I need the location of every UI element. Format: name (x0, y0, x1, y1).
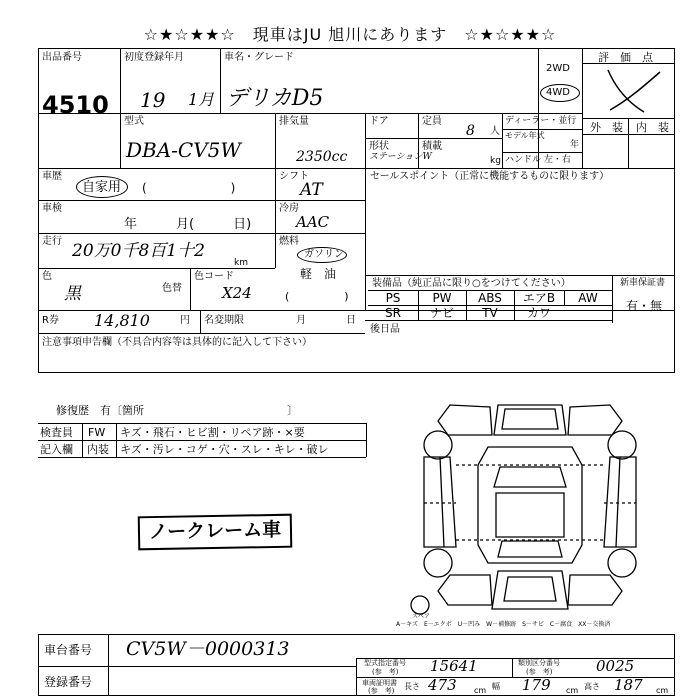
load-label: 積載 (422, 141, 442, 152)
divider (82, 423, 83, 457)
car-damage-diagram (410, 395, 650, 620)
displacement-label: 排気量 (279, 116, 309, 127)
equipment-label: 装備品（純正品に限り○をつけてください） (372, 278, 571, 289)
score-label: 評 価 点 (598, 51, 653, 64)
shape-label: 形状 (369, 141, 389, 152)
equipment-item: SR (385, 306, 401, 320)
divider (116, 423, 117, 457)
height-value: 187 (614, 676, 643, 694)
divider (275, 113, 276, 168)
load-kg: kg (490, 156, 501, 166)
drive-2wd-label: 2WD (546, 63, 570, 74)
capacity-label: 定員 (422, 116, 442, 127)
fw-items: キズ・飛石・ヒビ割・リペア跡・×要 (120, 426, 305, 439)
page-banner: ☆★☆★★☆ 現車はJU 旭川にあります ☆★☆★★☆ (143, 25, 557, 44)
dealer-label: ディーラー・並行 (505, 116, 577, 126)
divider (190, 268, 191, 310)
equipment-item: カワ (526, 306, 551, 320)
recycle-yen: 円 (180, 315, 190, 326)
divider (582, 134, 675, 135)
chassis-value: CV5W－0000313 (126, 638, 290, 660)
entry-label: 記入欄 (40, 443, 73, 456)
divider (38, 113, 538, 114)
type-desig-label: 型式指定番号 (364, 659, 406, 667)
fuel-label: 燃料 (279, 236, 299, 247)
fuel-value: ガソリン (304, 249, 344, 260)
shape-value: ステーションW (369, 152, 432, 162)
chassis-label: 車台番号 (44, 643, 93, 657)
divider (502, 113, 503, 168)
interior-label: 内 装 (636, 121, 669, 134)
notes-label: 注意事項申告欄（不具合内容等は具体的に記入して下さい） (42, 337, 312, 348)
divider (38, 440, 366, 441)
first-reg-month: 1月 (188, 90, 215, 109)
divider (365, 168, 366, 310)
exterior-label: 外 装 (590, 121, 623, 134)
divider (502, 129, 582, 130)
color-value: 黒 (64, 284, 81, 304)
shift-value: AT (300, 180, 323, 200)
fw-label: FW (88, 426, 106, 439)
divider (365, 113, 366, 168)
warranty-option: 有・無 (626, 299, 663, 313)
interior-items: キズ・汚レ・コゲ・穴・スレ・キレ・破レ (120, 443, 329, 456)
reg-size-label: 車両証明書 (362, 679, 397, 687)
equipment-item: エアB (522, 291, 556, 305)
aircon-value: AAC (296, 213, 330, 231)
no-claim-stamp (138, 514, 293, 551)
interior-category-label: 内装 (87, 443, 109, 456)
warranty-label: 新車保証書 (620, 278, 666, 288)
type-desig-value: 15641 (430, 657, 478, 675)
divider (38, 268, 275, 269)
door-label: ドア (369, 116, 389, 127)
divider (366, 423, 367, 457)
history-paren: ( ) (142, 181, 236, 195)
inspection-label: 車検 (42, 203, 62, 214)
recycle-value: 14,810 (94, 311, 150, 330)
divider (365, 138, 502, 139)
equipment-item: ナビ (429, 306, 454, 320)
divider (220, 48, 221, 113)
height-label: 高さ (584, 682, 600, 691)
equipment-item: PS (385, 291, 401, 305)
name-change-day: 日 (346, 315, 356, 326)
color-code-value: X24 (222, 284, 252, 302)
color-label: 色 (42, 271, 52, 282)
name-change-label: 名変期限 (204, 315, 244, 326)
mileage-km: km (234, 258, 248, 268)
handle-label: ハンドル 左・右 (505, 155, 571, 165)
drive-4wd-label: 4WD (546, 87, 570, 98)
equipment-table (368, 290, 612, 320)
divider (38, 233, 365, 234)
repair-history: 修復歴 有〔箇所 〕 (56, 404, 298, 417)
no-claim-stamp-text: ノークレーム車 (148, 518, 282, 544)
fuel-diesel-option: 軽 油 (300, 267, 337, 281)
width-label: 幅 (492, 682, 500, 691)
spare-label: スペア (412, 613, 431, 620)
first-reg-year: 19 (140, 88, 166, 112)
length-value: 473 (428, 676, 457, 694)
sales-point-label: セールスポイント（正常に機能するものに限ります） (370, 171, 610, 182)
score-struck-mark (586, 66, 672, 116)
divider (38, 200, 365, 201)
capacity-value: 8 (466, 123, 475, 139)
type-desig-ref: (参 考) (372, 668, 399, 676)
divider (108, 634, 109, 696)
divider (365, 320, 612, 321)
length-label: 長さ (404, 682, 420, 691)
history-label: 車歴 (42, 171, 62, 182)
model-code-value: DBA-CV5W (126, 138, 241, 162)
divider (275, 168, 276, 268)
divider (582, 48, 583, 168)
displacement-value: 2350cc (296, 149, 348, 165)
reg-no-label: 登録番号 (44, 675, 93, 689)
length-cm: cm (474, 686, 487, 695)
aircon-label: 冷房 (279, 203, 299, 214)
inspection-date: 年 月( 日) (124, 217, 252, 232)
width-cm: cm (566, 686, 579, 695)
divider (512, 658, 513, 677)
divider (538, 113, 582, 114)
capacity-unit: 人 (490, 126, 500, 137)
fuel-paren: ( ) (285, 290, 349, 303)
equipment-item: ABS (478, 291, 502, 305)
damage-legend: A－キズ E－エクボ U－凹み W－補修跡 S－サビ C－腐食 XX－交換済 (396, 621, 611, 628)
shift-label: シフト (279, 171, 309, 182)
mileage-label: 走行 (42, 236, 62, 247)
type-class-label: 類別区分番号 (518, 659, 560, 667)
type-class-value: 0025 (596, 657, 635, 675)
mileage-value: 20万0千8百1十2 (72, 241, 205, 261)
model-code-label: 型式 (124, 116, 144, 127)
equipment-item: PW (432, 291, 452, 305)
divider (502, 152, 582, 153)
reg-size-ref: (参 考) (368, 687, 395, 695)
divider (200, 310, 201, 333)
divider (365, 275, 675, 276)
lot-no-value: 4510 (42, 91, 109, 119)
height-cm: cm (656, 686, 669, 695)
model-year-nen: 年 (570, 140, 580, 150)
history-value: 自家用 (82, 180, 122, 195)
divider (38, 333, 365, 334)
car-name-value: デリカD5 (226, 86, 324, 111)
divider (628, 118, 629, 168)
divider (538, 48, 539, 168)
checker-label: 検査員 (40, 426, 73, 439)
first-reg-label: 初度登録年月 (124, 52, 184, 63)
divider (38, 457, 366, 458)
divider (38, 168, 675, 169)
divider (612, 275, 613, 323)
repaint-label: 色替 (162, 283, 182, 294)
equipment-item: TV (482, 306, 498, 320)
name-change-month: 月 (296, 315, 306, 326)
recycle-label: R券 (42, 315, 59, 326)
width-value: 179 (522, 676, 551, 694)
back-seat-label: 後日品 (370, 324, 400, 335)
model-year-label: モデル年式 (505, 131, 545, 140)
lot-no-label: 出品番号 (42, 52, 82, 63)
equipment-item: AW (578, 291, 598, 305)
color-code-label: 色コード (194, 271, 234, 282)
divider (38, 666, 356, 667)
type-class-ref: (参 考) (526, 668, 553, 676)
divider (38, 423, 366, 424)
car-name-label: 車名・グレード (224, 52, 294, 63)
divider (120, 48, 121, 168)
